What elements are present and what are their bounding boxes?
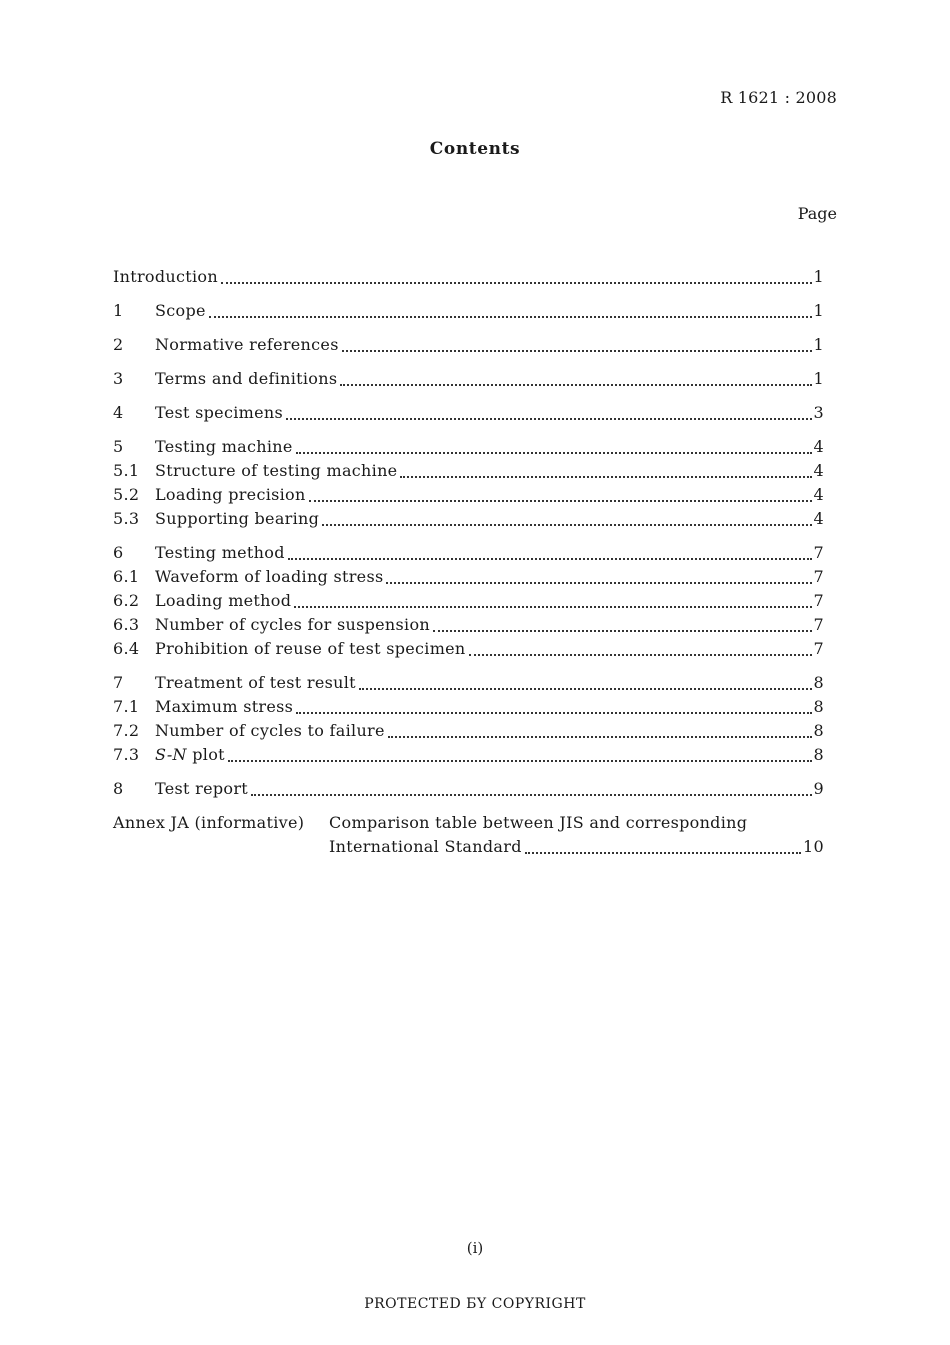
toc-entry-label: Structure of testing machine: [155, 461, 398, 480]
dot-leader: [342, 349, 812, 352]
toc-entry-number: 5.2: [113, 485, 140, 504]
toc-entry-number: 4: [113, 403, 124, 422]
toc-entry-label: Maximum stress: [155, 697, 294, 716]
toc-entry-number: 8: [113, 779, 124, 798]
toc-entry-number: 5: [113, 437, 124, 456]
toc-entry-annex-ja[interactable]: [113, 813, 824, 861]
toc-entry-page: 8: [813, 721, 824, 740]
toc-entry-page: 7: [813, 615, 824, 634]
toc-entry-page: 7: [813, 543, 824, 562]
dot-leader: [221, 281, 812, 284]
toc-entry-maximum-stress[interactable]: [113, 697, 824, 719]
toc-entry-label: Waveform of loading stress: [155, 567, 384, 586]
toc-entry-page: 1: [813, 267, 824, 286]
toc-entry-number: 6.2: [113, 591, 140, 610]
toc-entry-number: 2: [113, 335, 124, 354]
toc-entry-label: Number of cycles for suspension: [155, 615, 431, 634]
dot-leader: [296, 711, 811, 714]
toc-entry-page: 8: [813, 673, 824, 692]
copyright-notice: PROTECTED БY COPYRIGHT: [364, 1296, 586, 1312]
toc-entry-label: [155, 745, 225, 764]
toc-entry-label: Number of cycles to failure: [155, 721, 385, 740]
annex-title-line2-row: [329, 837, 824, 859]
toc-entry-label: Testing machine: [155, 437, 293, 456]
toc-entry-label-rest: plot: [186, 745, 225, 764]
toc-entry-page: 4: [813, 509, 824, 528]
dot-leader: [288, 557, 812, 560]
toc-entry-testing-method[interactable]: [113, 543, 824, 565]
toc-entry-page: 10: [803, 837, 824, 856]
toc-entry-page: 8: [813, 697, 824, 716]
contents-title: Contents: [429, 139, 521, 159]
dot-leader: [228, 759, 812, 762]
toc-entry-structure-testing-machine[interactable]: [113, 461, 824, 483]
toc-entry-page: 9: [813, 779, 824, 798]
toc-entry-label: Normative references: [155, 335, 339, 354]
toc-entry-cycles-failure[interactable]: [113, 721, 824, 743]
toc-entry-scope[interactable]: [113, 301, 824, 323]
dot-leader: [296, 451, 812, 454]
toc-entry-test-report[interactable]: [113, 779, 824, 801]
toc-entry-number: 5.1: [113, 461, 140, 480]
toc-entry-normative-references[interactable]: [113, 335, 824, 357]
dot-leader: [469, 653, 812, 656]
toc-entry-page: 4: [813, 485, 824, 504]
toc-entry-page: 4: [813, 437, 824, 456]
toc-entry-number: 7: [113, 673, 124, 692]
toc-entry-number: 1: [113, 301, 124, 320]
toc-entry-page: 7: [813, 639, 824, 658]
toc-entry-number: 6.1: [113, 567, 140, 586]
toc-entry-number: 7.3: [113, 745, 140, 764]
annex-title-line2: International Standard: [329, 837, 522, 856]
toc-entry-number: 6.4: [113, 639, 140, 658]
toc-entry-test-specimens[interactable]: [113, 403, 824, 425]
dot-leader: [322, 523, 811, 526]
toc-entry-label: Supporting bearing: [155, 509, 320, 528]
toc-entry-loading-precision[interactable]: [113, 485, 824, 507]
toc-entry-terms-definitions[interactable]: [113, 369, 824, 391]
toc-entry-page: 7: [813, 567, 824, 586]
toc-entry-number: 7.1: [113, 697, 140, 716]
toc-entry-sn-plot[interactable]: [113, 745, 824, 767]
dot-leader: [309, 499, 812, 502]
toc-entry-waveform[interactable]: [113, 567, 824, 589]
dot-leader: [400, 475, 811, 478]
toc-entry-testing-machine[interactable]: [113, 437, 824, 459]
toc-entry-label: Testing method: [155, 543, 285, 562]
toc-entry-page: 7: [813, 591, 824, 610]
toc-entry-page: 1: [813, 301, 824, 320]
toc-entry-page: 8: [813, 745, 824, 764]
toc-entry-label-italic: S-N: [155, 745, 187, 764]
dot-leader: [525, 851, 801, 854]
annex-prefix: Annex JA (informative): [113, 813, 305, 832]
toc-entry-page: 1: [813, 369, 824, 388]
toc-entry-supporting-bearing[interactable]: [113, 509, 824, 531]
toc-entry-prohibition-reuse[interactable]: [113, 639, 824, 661]
toc-entry-cycles-suspension[interactable]: [113, 615, 824, 637]
page-column-header: Page: [797, 204, 837, 223]
toc-entry-label: Test specimens: [155, 403, 283, 422]
toc-entry-treatment-test-result[interactable]: [113, 673, 824, 695]
dot-leader: [388, 735, 812, 738]
toc-entry-number: 6.3: [113, 615, 140, 634]
toc-entry-loading-method[interactable]: [113, 591, 824, 613]
dot-leader: [286, 417, 812, 420]
toc-entry-page: 1: [813, 335, 824, 354]
dot-leader: [386, 581, 811, 584]
annex-title-line1: Comparison table between JIS and corresponding: [329, 813, 748, 832]
toc-entry-label: Treatment of test result: [155, 673, 356, 692]
dot-leader: [251, 793, 812, 796]
toc-entry-page: 4: [813, 461, 824, 480]
toc-entry-label: Loading precision: [155, 485, 306, 504]
toc-entry-number: 5.3: [113, 509, 140, 528]
toc-entry-label: Scope: [155, 301, 206, 320]
toc-entry-label: Loading method: [155, 591, 292, 610]
toc-entry-introduction[interactable]: [113, 267, 824, 289]
toc-entry-page: 3: [813, 403, 824, 422]
toc-entry-number: 7.2: [113, 721, 140, 740]
toc-entry-label: Terms and definitions: [155, 369, 338, 388]
toc-entry-label: Prohibition of reuse of test specimen: [155, 639, 466, 658]
dot-leader: [433, 629, 812, 632]
footer-page-number: (i): [466, 1239, 484, 1257]
toc-entry-label: Introduction: [113, 267, 218, 286]
dot-leader: [340, 383, 811, 386]
dot-leader: [209, 315, 812, 318]
toc-entry-number: 3: [113, 369, 124, 388]
toc-entry-number: 6: [113, 543, 124, 562]
toc-entry-label: Test report: [155, 779, 248, 798]
dot-leader: [294, 605, 811, 608]
dot-leader: [359, 687, 812, 690]
document-number: R 1621 : 2008: [720, 88, 837, 107]
